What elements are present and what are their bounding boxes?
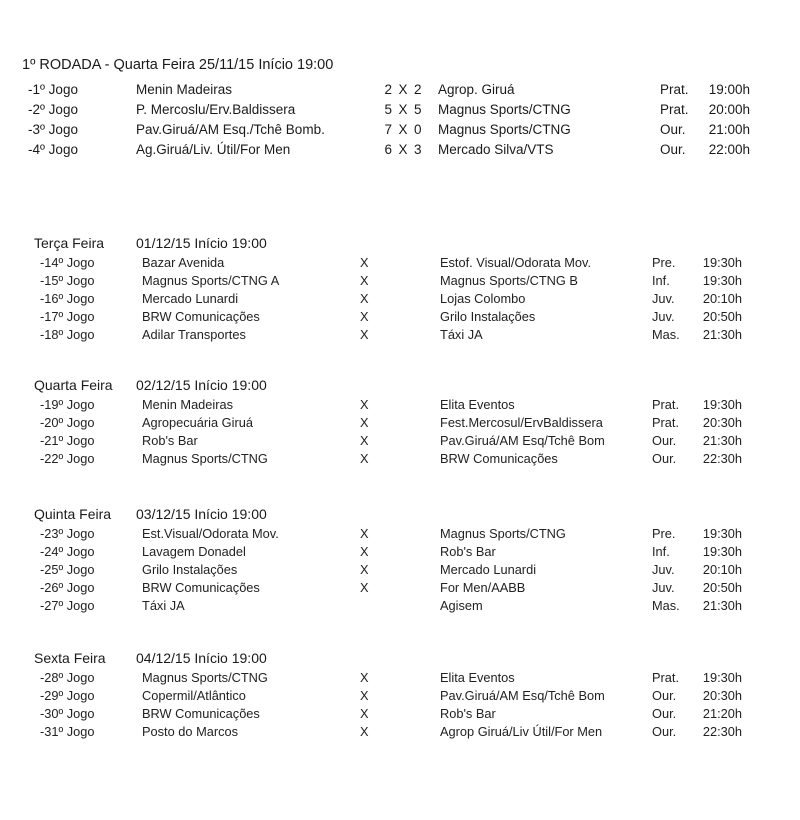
table-row: [40, 668, 742, 686]
versus-mark: X: [360, 705, 369, 721]
table-row: [40, 722, 742, 740]
game-time: 19:30h: [702, 525, 742, 541]
game-number: -21º Jogo: [40, 432, 95, 448]
schedule-table: [40, 524, 742, 614]
table-row: [40, 307, 742, 325]
game-time: 19:30h: [702, 669, 742, 685]
game-time: 19:30h: [702, 396, 742, 412]
venue: Prat.: [660, 81, 689, 97]
game-time: 19:00h: [708, 81, 750, 97]
game-number: -14º Jogo: [40, 254, 95, 270]
schedule-table: [40, 253, 742, 343]
home-team: P. Mercoslu/Erv.Baldissera: [136, 101, 296, 117]
venue: Juv.: [652, 290, 675, 306]
home-score: 6: [384, 141, 392, 157]
game-time: 21:30h: [702, 597, 742, 613]
day-header: [34, 506, 267, 522]
venue: Pre.: [652, 254, 676, 270]
table-row: [40, 395, 742, 413]
home-team: Magnus Sports/CTNG: [142, 450, 268, 466]
venue: Our.: [660, 141, 686, 157]
schedule-table: [40, 668, 742, 740]
venue: Mas.: [652, 597, 680, 613]
game-number: -28º Jogo: [40, 669, 95, 685]
table-row: [40, 704, 742, 722]
home-team: Magnus Sports/CTNG: [142, 669, 268, 685]
venue: Mas.: [652, 326, 680, 342]
venue: Our.: [652, 432, 677, 448]
away-team: Pav.Giruá/AM Esq/Tchê Bom: [440, 687, 605, 703]
home-team: Menin Madeiras: [142, 396, 234, 412]
venue: Our.: [652, 723, 677, 739]
game-time: 19:30h: [702, 543, 742, 559]
versus-mark: X: [360, 579, 369, 595]
home-score: 2: [384, 81, 392, 97]
day-name: Quarta Feira: [34, 377, 113, 393]
versus-mark: X: [360, 414, 369, 430]
table-row: [28, 99, 750, 119]
home-team: Copermil/Atlântico: [142, 687, 246, 703]
game-number: -26º Jogo: [40, 579, 95, 595]
away-team: Fest.Mercosul/ErvBaldissera: [440, 414, 603, 430]
day-date: 02/12/15 Início 19:00: [136, 377, 267, 393]
venue: Our.: [652, 705, 677, 721]
away-team: Magnus Sports/CTNG B: [440, 272, 578, 288]
game-time: 20:00h: [708, 101, 750, 117]
home-score: 5: [384, 101, 392, 117]
versus-mark: X: [398, 81, 408, 97]
game-time: 19:30h: [702, 254, 742, 270]
home-team: Táxi JA: [142, 597, 185, 613]
versus-mark: X: [360, 308, 369, 324]
away-team: Rob's Bar: [440, 543, 496, 559]
table-row: [40, 271, 742, 289]
day-name: Sexta Feira: [34, 650, 106, 666]
table-row: [28, 119, 750, 139]
home-team: Rob's Bar: [142, 432, 198, 448]
away-score: 5: [414, 101, 422, 117]
game-number: -31º Jogo: [40, 723, 95, 739]
away-score: 2: [414, 81, 422, 97]
away-team: Magnus Sports/CTNG: [438, 101, 571, 117]
away-team: Magnus Sports/CTNG: [438, 121, 571, 137]
table-row: [40, 413, 742, 431]
game-time: 21:00h: [708, 121, 750, 137]
versus-mark: X: [360, 525, 369, 541]
versus-mark: X: [360, 290, 369, 306]
away-team: Elita Eventos: [440, 669, 515, 685]
table-row: [40, 686, 742, 704]
venue: Pre.: [652, 525, 676, 541]
game-time: 20:50h: [702, 579, 742, 595]
versus-mark: X: [360, 561, 369, 577]
versus-mark: X: [360, 254, 369, 270]
versus-mark: X: [360, 543, 369, 559]
table-row: [40, 524, 742, 542]
game-number: -16º Jogo: [40, 290, 95, 306]
away-score: 0: [414, 121, 422, 137]
game-time: 21:30h: [702, 432, 742, 448]
table-row: [40, 578, 742, 596]
game-number: -24º Jogo: [40, 543, 95, 559]
versus-mark: X: [398, 141, 408, 157]
home-team: Ag.Giruá/Liv. Útil/For Men: [136, 141, 291, 157]
home-team: Mercado Lunardi: [142, 290, 239, 306]
away-team: Agisem: [440, 597, 483, 613]
home-team: BRW Comunicações: [142, 705, 260, 721]
game-number: -18º Jogo: [40, 326, 95, 342]
home-team: Grilo Instalações: [142, 561, 238, 577]
round1-title: 1º RODADA - Quarta Feira 25/11/15 Início 19:00: [22, 57, 334, 73]
venue: Prat.: [652, 414, 680, 430]
game-number: -19º Jogo: [40, 396, 95, 412]
game-time: 20:30h: [702, 687, 742, 703]
away-team: Agrop. Giruá: [438, 81, 515, 97]
venue: Prat.: [660, 101, 689, 117]
home-team: Pav.Giruá/AM Esq./Tchê Bomb.: [136, 121, 325, 137]
home-team: Est.Visual/Odorata Mov.: [142, 525, 279, 541]
game-number: -25º Jogo: [40, 561, 95, 577]
away-team: Rob's Bar: [440, 705, 496, 721]
schedule-table: [40, 395, 742, 467]
versus-mark: X: [360, 326, 369, 342]
game-number: -3º Jogo: [28, 121, 78, 137]
venue: Juv.: [652, 561, 675, 577]
game-number: -1º Jogo: [28, 81, 78, 97]
round1-results-table: [28, 79, 750, 159]
table-row: [40, 596, 742, 614]
day-date: 03/12/15 Início 19:00: [136, 506, 267, 522]
away-team: Lojas Colombo: [440, 290, 526, 306]
game-number: -4º Jogo: [28, 141, 78, 157]
away-team: For Men/AABB: [440, 579, 526, 595]
away-team: Elita Eventos: [440, 396, 515, 412]
home-team: Magnus Sports/CTNG A: [142, 272, 280, 288]
home-team: Posto do Marcos: [142, 723, 239, 739]
table-row: [28, 79, 750, 99]
home-team: BRW Comunicações: [142, 579, 260, 595]
table-row: [40, 542, 742, 560]
versus-mark: X: [360, 432, 369, 448]
venue: Inf.: [652, 272, 670, 288]
venue: Our.: [652, 687, 677, 703]
game-number: -29º Jogo: [40, 687, 95, 703]
day-header: [34, 650, 267, 666]
home-team: Agropecuária Giruá: [142, 414, 253, 430]
game-time: 20:30h: [702, 414, 742, 430]
home-team: Bazar Avenida: [142, 254, 225, 270]
home-team: Adilar Transportes: [142, 326, 246, 342]
game-time: 20:10h: [702, 561, 742, 577]
venue: Inf.: [652, 543, 670, 559]
table-row: [40, 449, 742, 467]
game-time: 21:30h: [702, 326, 742, 342]
versus-mark: X: [360, 723, 369, 739]
day-header: [34, 235, 267, 251]
away-team: Táxi JA: [440, 326, 483, 342]
day-name: Quinta Feira: [34, 506, 112, 522]
versus-mark: X: [360, 272, 369, 288]
game-time: 20:10h: [702, 290, 742, 306]
venue: Juv.: [652, 308, 675, 324]
game-number: -22º Jogo: [40, 450, 95, 466]
venue: Our.: [652, 450, 677, 466]
away-team: Mercado Silva/VTS: [438, 141, 554, 157]
game-number: -27º Jogo: [40, 597, 95, 613]
versus-mark: X: [360, 396, 369, 412]
table-row: [40, 289, 742, 307]
versus-mark: X: [398, 101, 408, 117]
venue: Juv.: [652, 579, 675, 595]
away-team: Pav.Giruá/AM Esq/Tchê Bom: [440, 432, 605, 448]
game-number: -23º Jogo: [40, 525, 95, 541]
away-team: Grilo Instalações: [440, 308, 536, 324]
game-time: 22:30h: [702, 723, 742, 739]
day-header: [34, 377, 267, 393]
venue: Prat.: [652, 669, 680, 685]
day-name: Terça Feira: [34, 235, 105, 251]
game-time: 20:50h: [702, 308, 742, 324]
game-time: 21:20h: [702, 705, 742, 721]
game-number: -30º Jogo: [40, 705, 95, 721]
away-team: Agrop Giruá/Liv Útil/For Men: [440, 723, 603, 739]
away-score: 3: [414, 141, 422, 157]
versus-mark: X: [360, 450, 369, 466]
home-team: Lavagem Donadel: [142, 543, 246, 559]
versus-mark: X: [398, 121, 408, 137]
home-score: 7: [384, 121, 392, 137]
away-team: Mercado Lunardi: [440, 561, 537, 577]
day-date: 01/12/15 Início 19:00: [136, 235, 267, 251]
table-row: [40, 560, 742, 578]
home-team: BRW Comunicações: [142, 308, 260, 324]
game-time: 22:00h: [708, 141, 750, 157]
versus-mark: [360, 596, 440, 614]
home-team: Menin Madeiras: [136, 81, 233, 97]
game-number: -17º Jogo: [40, 308, 95, 324]
day-date: 04/12/15 Início 19:00: [136, 650, 267, 666]
game-time: 19:30h: [702, 272, 742, 288]
versus-mark: X: [360, 669, 369, 685]
table-row: [28, 139, 750, 159]
away-team: BRW Comunicações: [440, 450, 558, 466]
away-team: Estof. Visual/Odorata Mov.: [440, 254, 592, 270]
table-row: [40, 253, 742, 271]
versus-mark: X: [360, 687, 369, 703]
venue: Our.: [660, 121, 686, 137]
game-time: 22:30h: [702, 450, 742, 466]
away-team: Magnus Sports/CTNG: [440, 525, 566, 541]
venue: Prat.: [652, 396, 680, 412]
game-number: -2º Jogo: [28, 101, 78, 117]
game-number: -15º Jogo: [40, 272, 95, 288]
game-number: -20º Jogo: [40, 414, 95, 430]
table-row: [40, 325, 742, 343]
table-row: [40, 431, 742, 449]
